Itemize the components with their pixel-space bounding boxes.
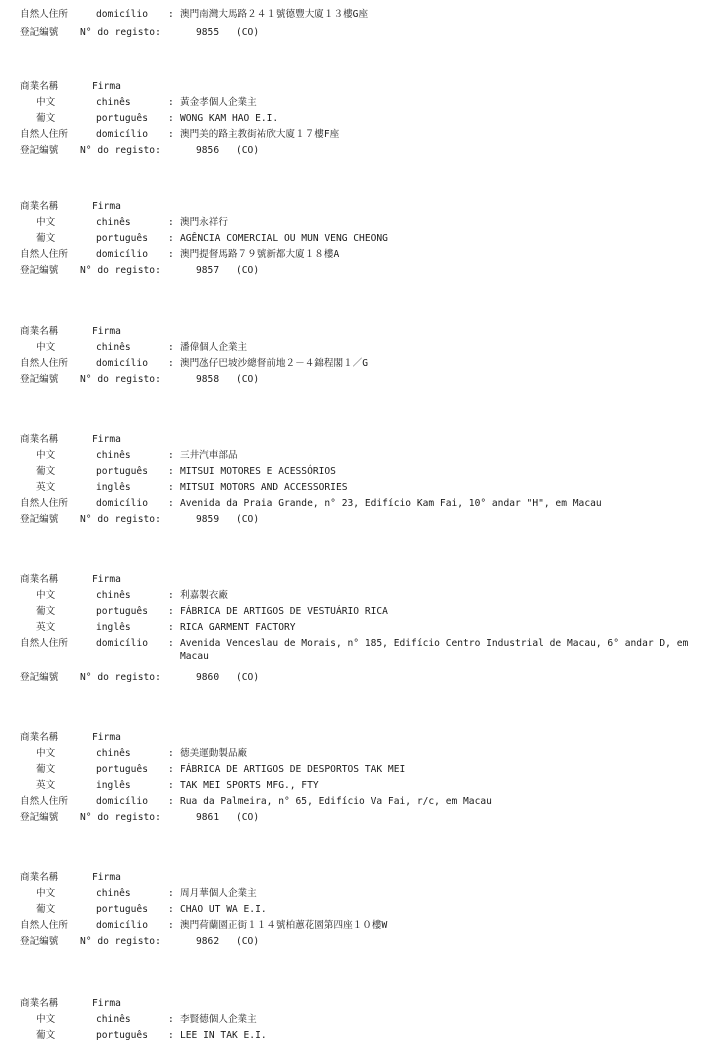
reg-number: 9856 bbox=[196, 145, 220, 156]
lang-label-pt: chinês bbox=[96, 450, 131, 461]
lang-label-zh: 中文 bbox=[36, 748, 56, 759]
address-label-zh: 自然人住所 bbox=[20, 249, 68, 260]
lang-label-zh: 英文 bbox=[36, 780, 56, 791]
reg-suffix: (CO) bbox=[236, 514, 260, 525]
firm-label-zh: 商業名稱 bbox=[20, 326, 59, 337]
separator: : bbox=[168, 466, 174, 477]
lang-label-zh: 葡文 bbox=[36, 606, 56, 617]
address-label-pt: domicílio bbox=[96, 9, 148, 20]
lang-label-zh: 葡文 bbox=[36, 466, 56, 477]
field-value: MITSUI MOTORES E ACESSÓRIOS bbox=[180, 466, 336, 477]
lang-label-zh: 中文 bbox=[36, 217, 56, 228]
lang-label-pt: inglês bbox=[96, 622, 131, 633]
address-label-pt: domicílio bbox=[96, 358, 148, 369]
reg-number: 9859 bbox=[196, 514, 220, 525]
address-label-pt: domicílio bbox=[96, 129, 148, 140]
separator: : bbox=[168, 129, 174, 140]
field-value: FÁBRICA DE ARTIGOS DE DESPORTOS TAK MEI bbox=[180, 764, 406, 775]
separator: : bbox=[168, 590, 174, 601]
reg-label-pt: N° do registo: bbox=[80, 145, 161, 156]
field-value: LEE IN TAK E.I. bbox=[180, 1030, 267, 1041]
firm-label-zh: 商業名稱 bbox=[20, 872, 59, 883]
reg-label-pt: N° do registo: bbox=[80, 374, 161, 385]
reg-label-zh: 登記編號 bbox=[20, 812, 59, 823]
reg-suffix: (CO) bbox=[236, 145, 260, 156]
address-label-pt: domicílio bbox=[96, 920, 148, 931]
field-value: MITSUI MOTORS AND ACCESSORIES bbox=[180, 482, 348, 493]
field-value: CHAO UT WA E.I. bbox=[180, 904, 267, 915]
separator: : bbox=[168, 498, 174, 509]
field-value: RICA GARMENT FACTORY bbox=[180, 622, 296, 633]
reg-suffix: (CO) bbox=[236, 936, 260, 947]
separator: : bbox=[168, 358, 174, 369]
address-label-pt: domicílio bbox=[96, 498, 148, 509]
reg-suffix: (CO) bbox=[236, 812, 260, 823]
separator: : bbox=[168, 249, 174, 260]
lang-label-pt: português bbox=[96, 1030, 148, 1041]
firm-label-zh: 商業名稱 bbox=[20, 998, 59, 1009]
field-value: TAK MEI SPORTS MFG., FTY bbox=[180, 780, 319, 791]
address-label-zh: 自然人住所 bbox=[20, 129, 68, 140]
lang-label-pt: português bbox=[96, 113, 148, 124]
reg-number: 9858 bbox=[196, 374, 220, 385]
lang-label-pt: chinês bbox=[96, 342, 131, 353]
separator: : bbox=[168, 606, 174, 617]
address-value: Avenida da Praia Grande, n° 23, Edifício Kam Fai, 10° andar "H", em Macau bbox=[180, 498, 602, 509]
separator: : bbox=[168, 796, 174, 807]
lang-label-pt: inglês bbox=[96, 482, 131, 493]
lang-label-pt: português bbox=[96, 466, 148, 477]
firm-label-pt: Firma bbox=[92, 434, 121, 445]
separator: : bbox=[168, 638, 174, 649]
firm-label-zh: 商業名稱 bbox=[20, 201, 59, 212]
address-label-zh: 自然人住所 bbox=[20, 920, 68, 931]
field-value: FÁBRICA DE ARTIGOS DE VESTUÁRIO RICA bbox=[180, 606, 388, 617]
separator: : bbox=[168, 888, 174, 899]
address-value: 澳門氹仔巴坡沙總督前地２－４錦程閣１／G bbox=[180, 358, 369, 369]
reg-label-pt: N° do registo: bbox=[80, 27, 161, 38]
address-label-zh: 自然人住所 bbox=[20, 9, 68, 20]
lang-label-pt: português bbox=[96, 233, 148, 244]
field-value: 黃金孝個人企業主 bbox=[180, 97, 257, 108]
lang-label-zh: 中文 bbox=[36, 590, 56, 601]
firm-label-pt: Firma bbox=[92, 998, 121, 1009]
lang-label-zh: 葡文 bbox=[36, 113, 56, 124]
separator: : bbox=[168, 748, 174, 759]
separator: : bbox=[168, 1014, 174, 1025]
lang-label-zh: 葡文 bbox=[36, 233, 56, 244]
field-value: AGÊNCIA COMERCIAL OU MUN VENG CHEONG bbox=[180, 233, 388, 244]
separator: : bbox=[168, 9, 174, 20]
field-value: 澳門永祥行 bbox=[180, 217, 228, 228]
lang-label-pt: chinês bbox=[96, 590, 131, 601]
firm-label-pt: Firma bbox=[92, 872, 121, 883]
address-label-zh: 自然人住所 bbox=[20, 796, 68, 807]
lang-label-pt: português bbox=[96, 904, 148, 915]
reg-label-zh: 登記編號 bbox=[20, 27, 59, 38]
lang-label-pt: chinês bbox=[96, 1014, 131, 1025]
address-value: 澳門美的路主教街祐欣大廈１７樓F座 bbox=[180, 129, 340, 140]
reg-label-pt: N° do registo: bbox=[80, 514, 161, 525]
address-label-zh: 自然人住所 bbox=[20, 638, 68, 649]
reg-number: 9860 bbox=[196, 672, 220, 683]
separator: : bbox=[168, 482, 174, 493]
reg-label-zh: 登記編號 bbox=[20, 265, 59, 276]
firm-label-pt: Firma bbox=[92, 81, 121, 92]
lang-label-zh: 中文 bbox=[36, 450, 56, 461]
lang-label-zh: 葡文 bbox=[36, 904, 56, 915]
reg-label-zh: 登記編號 bbox=[20, 936, 59, 947]
separator: : bbox=[168, 1030, 174, 1041]
reg-label-zh: 登記編號 bbox=[20, 374, 59, 385]
lang-label-pt: chinês bbox=[96, 217, 131, 228]
reg-number: 9861 bbox=[196, 812, 220, 823]
firm-label-pt: Firma bbox=[92, 732, 121, 743]
field-value: 三井汽車部品 bbox=[180, 450, 238, 461]
firm-label-pt: Firma bbox=[92, 574, 121, 585]
lang-label-pt: chinês bbox=[96, 748, 131, 759]
separator: : bbox=[168, 904, 174, 915]
reg-label-pt: N° do registo: bbox=[80, 812, 161, 823]
lang-label-pt: chinês bbox=[96, 888, 131, 899]
separator: : bbox=[168, 450, 174, 461]
address-value: Avenida Venceslau de Morais, n° 185, Edifício Centro Industrial de Macau, 6° andar D, em Macau bbox=[180, 638, 689, 662]
lang-label-zh: 英文 bbox=[36, 482, 56, 493]
lang-label-zh: 葡文 bbox=[36, 1030, 56, 1041]
address-label-zh: 自然人住所 bbox=[20, 498, 68, 509]
field-value: 利嘉製衣廠 bbox=[180, 590, 228, 601]
separator: : bbox=[168, 780, 174, 791]
separator: : bbox=[168, 113, 174, 124]
separator: : bbox=[168, 342, 174, 353]
reg-label-zh: 登記編號 bbox=[20, 514, 59, 525]
separator: : bbox=[168, 920, 174, 931]
address-label-pt: domicílio bbox=[96, 796, 148, 807]
reg-number: 9855 bbox=[196, 27, 220, 38]
reg-label-pt: N° do registo: bbox=[80, 672, 161, 683]
address-label-pt: domicílio bbox=[96, 638, 148, 649]
reg-suffix: (CO) bbox=[236, 672, 260, 683]
firm-label-pt: Firma bbox=[92, 201, 121, 212]
address-label-pt: domicílio bbox=[96, 249, 148, 260]
field-value: WONG KAM HAO E.I. bbox=[180, 113, 279, 124]
reg-label-zh: 登記編號 bbox=[20, 672, 59, 683]
field-value: 潘偉個人企業主 bbox=[180, 342, 248, 353]
address-label-zh: 自然人住所 bbox=[20, 358, 68, 369]
lang-label-zh: 中文 bbox=[36, 342, 56, 353]
lang-label-pt: chinês bbox=[96, 97, 131, 108]
separator: : bbox=[168, 764, 174, 775]
reg-suffix: (CO) bbox=[236, 27, 260, 38]
reg-label-pt: N° do registo: bbox=[80, 265, 161, 276]
firm-label-zh: 商業名稱 bbox=[20, 434, 59, 445]
firm-label-zh: 商業名稱 bbox=[20, 81, 59, 92]
firm-label-pt: Firma bbox=[92, 326, 121, 337]
address-value: 澳門提督馬路７９號新都大廈１８樓A bbox=[180, 249, 340, 260]
field-value: 李賢德個人企業主 bbox=[180, 1014, 257, 1025]
lang-label-pt: inglês bbox=[96, 780, 131, 791]
separator: : bbox=[168, 622, 174, 633]
lang-label-zh: 中文 bbox=[36, 97, 56, 108]
reg-label-pt: N° do registo: bbox=[80, 936, 161, 947]
firm-label-zh: 商業名稱 bbox=[20, 574, 59, 585]
reg-number: 9857 bbox=[196, 265, 220, 276]
address-value: 澳門南灣大馬路２４１號德豐大廈１３樓G座 bbox=[180, 9, 369, 20]
firm-label-zh: 商業名稱 bbox=[20, 732, 59, 743]
field-value: 德美運動製品廠 bbox=[180, 748, 248, 759]
address-value: 澳門荷蘭園正街１１４號柏蕙花園第四座１０樓W bbox=[180, 920, 388, 931]
reg-number: 9862 bbox=[196, 936, 220, 947]
reg-suffix: (CO) bbox=[236, 374, 260, 385]
lang-label-zh: 英文 bbox=[36, 622, 56, 633]
separator: : bbox=[168, 97, 174, 108]
lang-label-pt: português bbox=[96, 764, 148, 775]
address-value: Rua da Palmeira, n° 65, Edifício Va Fai, r/c, em Macau bbox=[180, 796, 492, 807]
lang-label-zh: 中文 bbox=[36, 1014, 56, 1025]
field-value: 周月華個人企業主 bbox=[180, 888, 257, 899]
lang-label-zh: 中文 bbox=[36, 888, 56, 899]
separator: : bbox=[168, 233, 174, 244]
lang-label-zh: 葡文 bbox=[36, 764, 56, 775]
reg-label-zh: 登記編號 bbox=[20, 145, 59, 156]
separator: : bbox=[168, 217, 174, 228]
reg-suffix: (CO) bbox=[236, 265, 260, 276]
lang-label-pt: português bbox=[96, 606, 148, 617]
